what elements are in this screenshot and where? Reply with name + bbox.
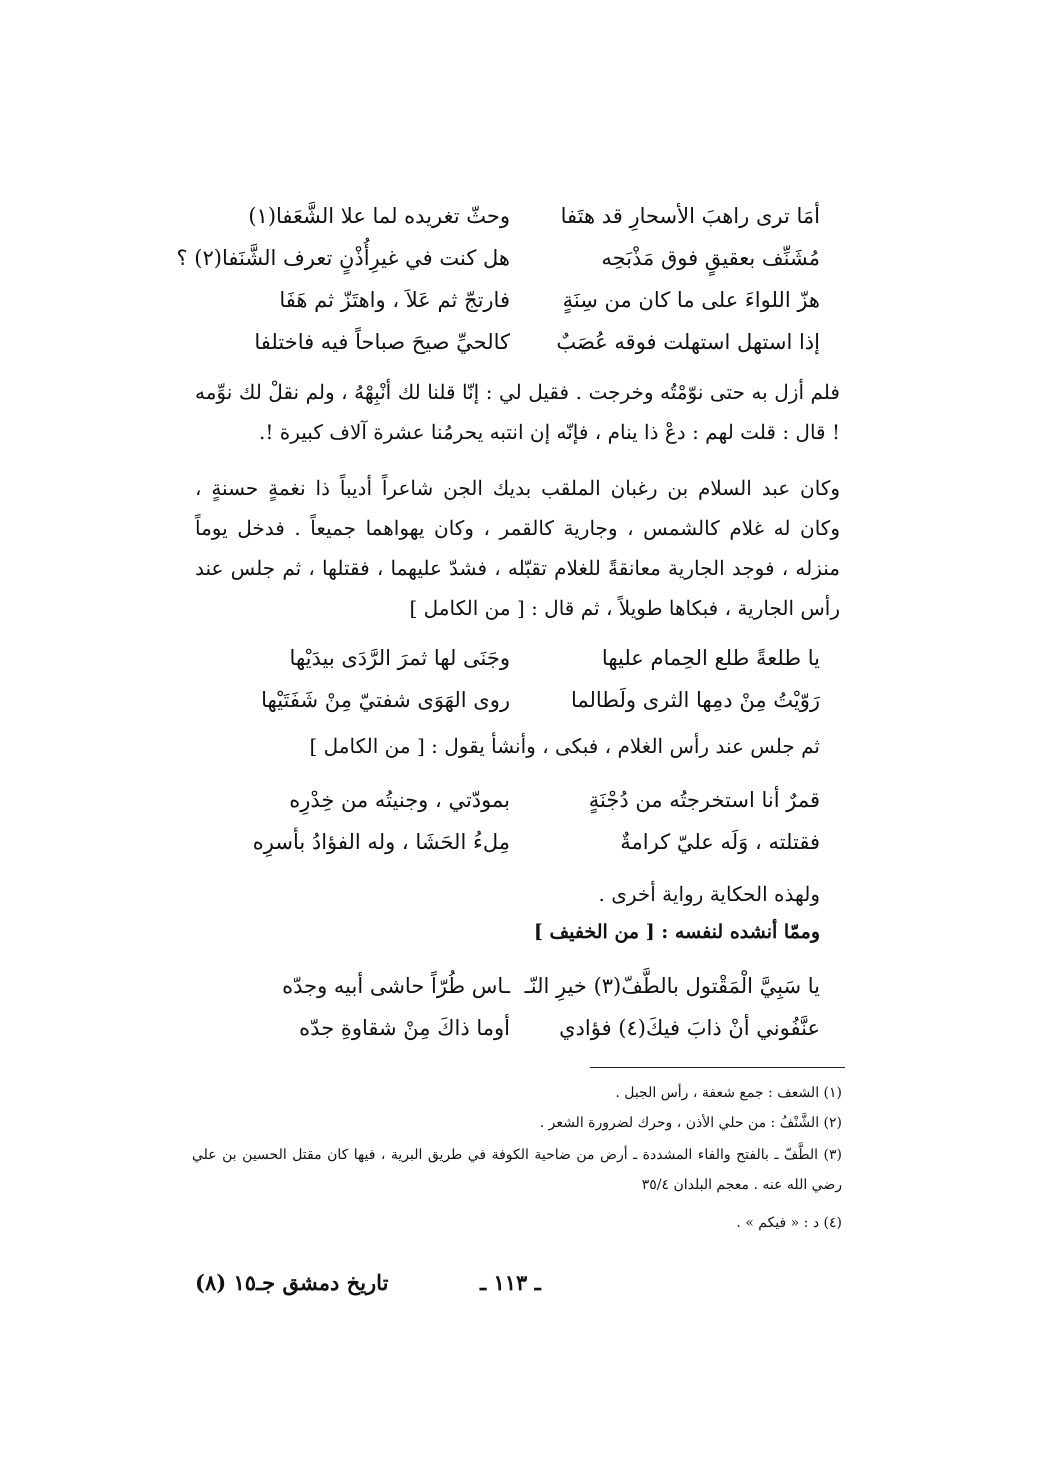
paragraph: وكان عبد السلام بن رغبان الملقب بديك الجن شاعراً أديباً ذا نغمةٍ حسنةٍ ، وكان له غلام كالشمس ، وجارية كالقمر ، وكان يهواهما جميعاً . فدخل يوماً منزله ، فوجد الجارية معانقةً للغلام تقبّله ، فشدّ عليهما ، فقتلها ، ثم جلس عند رأس الجارية ، فبكاها طويلاً ، ثم قال : [ من الكامل ] bbox=[195, 476, 840, 620]
verse-line bbox=[230, 780, 820, 820]
verse-hemistich-second: هل كنت في غيرِأُذْنٍ تعرف الشَّنَفا(٢) ؟ bbox=[176, 246, 510, 270]
verse-hemistich-first: هزّ اللواءَ على ما كان من سِنَةٍ bbox=[562, 288, 820, 312]
verse-hemistich-first: يا طلعةً طلع الحِمام عليها bbox=[601, 646, 820, 670]
verse-hemistich-second: كالحيِّ صيحَ صباحاً فيه فاختلفا bbox=[254, 330, 510, 354]
verse-hemistich-second: مِلءُ الحَشَا ، وله الفؤادُ بأسرِه bbox=[252, 830, 510, 854]
verse-hemistich-first: عنَّفُوني أنْ ذابَ فيكَ(٤) فؤادي bbox=[559, 1016, 820, 1040]
verse-hemistich-second: فارتجّ ثم عَلاَ ، واهتَزّ ثم هَفَا bbox=[279, 288, 510, 312]
verse-hemistich-first: يا سَبِيَّ الْمَقْتول بالطَّفّ(٣) خيرِ النّـ bbox=[524, 974, 820, 998]
book-title: تاريخ دمشق جـ١٥ (٨) bbox=[195, 1270, 389, 1295]
paragraph: فلم أزل به حتى نوّمْتُه وخرجت . فقيل لي : إنّا قلنا لك أنْبِهْهُ ، ولم نقلْ لك نوِّمه ! قال : قلت لهم : دعْ ذا ينام ، فإنّه إن انتبه يحرمُنا عشرة آلاف كبيرة !. bbox=[195, 380, 840, 444]
footnote: (١) الشعف : جمع شعفة ، رأس الجبل . bbox=[615, 1085, 842, 1101]
text-line: ولهذه الحكاية رواية أخرى . bbox=[598, 882, 820, 906]
verse-line bbox=[230, 280, 820, 320]
verse-line bbox=[176, 238, 820, 278]
text-line: ثم جلس عند رأس الغلام ، فبكى ، وأنشأ يقول : [ من الكامل ] bbox=[309, 734, 820, 758]
footnote: (٤) د : « فيكم » . bbox=[736, 1215, 842, 1231]
verse-line bbox=[230, 966, 820, 1006]
page-number: ـ ١١٣ ـ bbox=[480, 1270, 541, 1295]
verse-line bbox=[230, 680, 820, 720]
verse-line bbox=[230, 822, 820, 862]
verse-hemistich-first: قمرٌ أنا استخرجتُه من دُجْنَةٍ bbox=[588, 788, 820, 812]
verse-hemistich-second: ـاس طُرّاً حاشى أبيه وجدّه bbox=[282, 974, 510, 998]
verse-hemistich-first: إذا استهل استهلت فوقه عُصَبٌ bbox=[556, 330, 820, 354]
footnote: (٢) الشَّنْفُ : من حلي الأذن ، وحرك لضرورة الشعر . bbox=[539, 1115, 842, 1131]
verse-hemistich-second: روى الهَوَى شفتيّ مِنْ شَفَتَيْها bbox=[261, 688, 510, 712]
verse-hemistich-second: أوما ذاكَ مِنْ شقاوةِ جدّه bbox=[299, 1016, 510, 1040]
text-line: وممّا أنشده لنفسه : [ من الخفيف ] bbox=[533, 921, 820, 943]
footnote: (٣) الطَّفّ ـ بالفتح والفاء المشددة ـ أرض من ضاحية الكوفة في طريق البرية ، فيها كان مقتل الحسين بن علي رضي الله عنه . معجم البلدان ٣٥/٤ bbox=[192, 1147, 842, 1193]
footnote-divider bbox=[590, 1067, 845, 1068]
verse-hemistich-first: أمَا ترى راهبَ الأسحارِ قد هتَفا bbox=[560, 204, 820, 228]
verse-hemistich-second: وحثّ تغريده لما علا الشَّعَفا(١) bbox=[248, 204, 510, 228]
verse-hemistich-second: بمودّتي ، وجنيتُه من خِدْرِه bbox=[289, 788, 510, 812]
verse-line bbox=[230, 196, 820, 236]
verse-hemistich-first: مُشَنِّف بعقيقٍ فوق مَذْبَحِه bbox=[601, 246, 820, 270]
verse-line bbox=[230, 1008, 820, 1048]
verse-hemistich-first: رَوّيْتُ مِنْ دمِها الثرى ولَطالما bbox=[570, 688, 820, 712]
verse-hemistich-second: وجَنَى لها ثمرَ الرَّدَى بيدَيْها bbox=[289, 646, 510, 670]
verse-hemistich-first: فقتلته ، وَلَه عليّ كرامةٌ bbox=[620, 830, 820, 854]
verse-line bbox=[230, 322, 820, 362]
verse-line bbox=[230, 638, 820, 678]
